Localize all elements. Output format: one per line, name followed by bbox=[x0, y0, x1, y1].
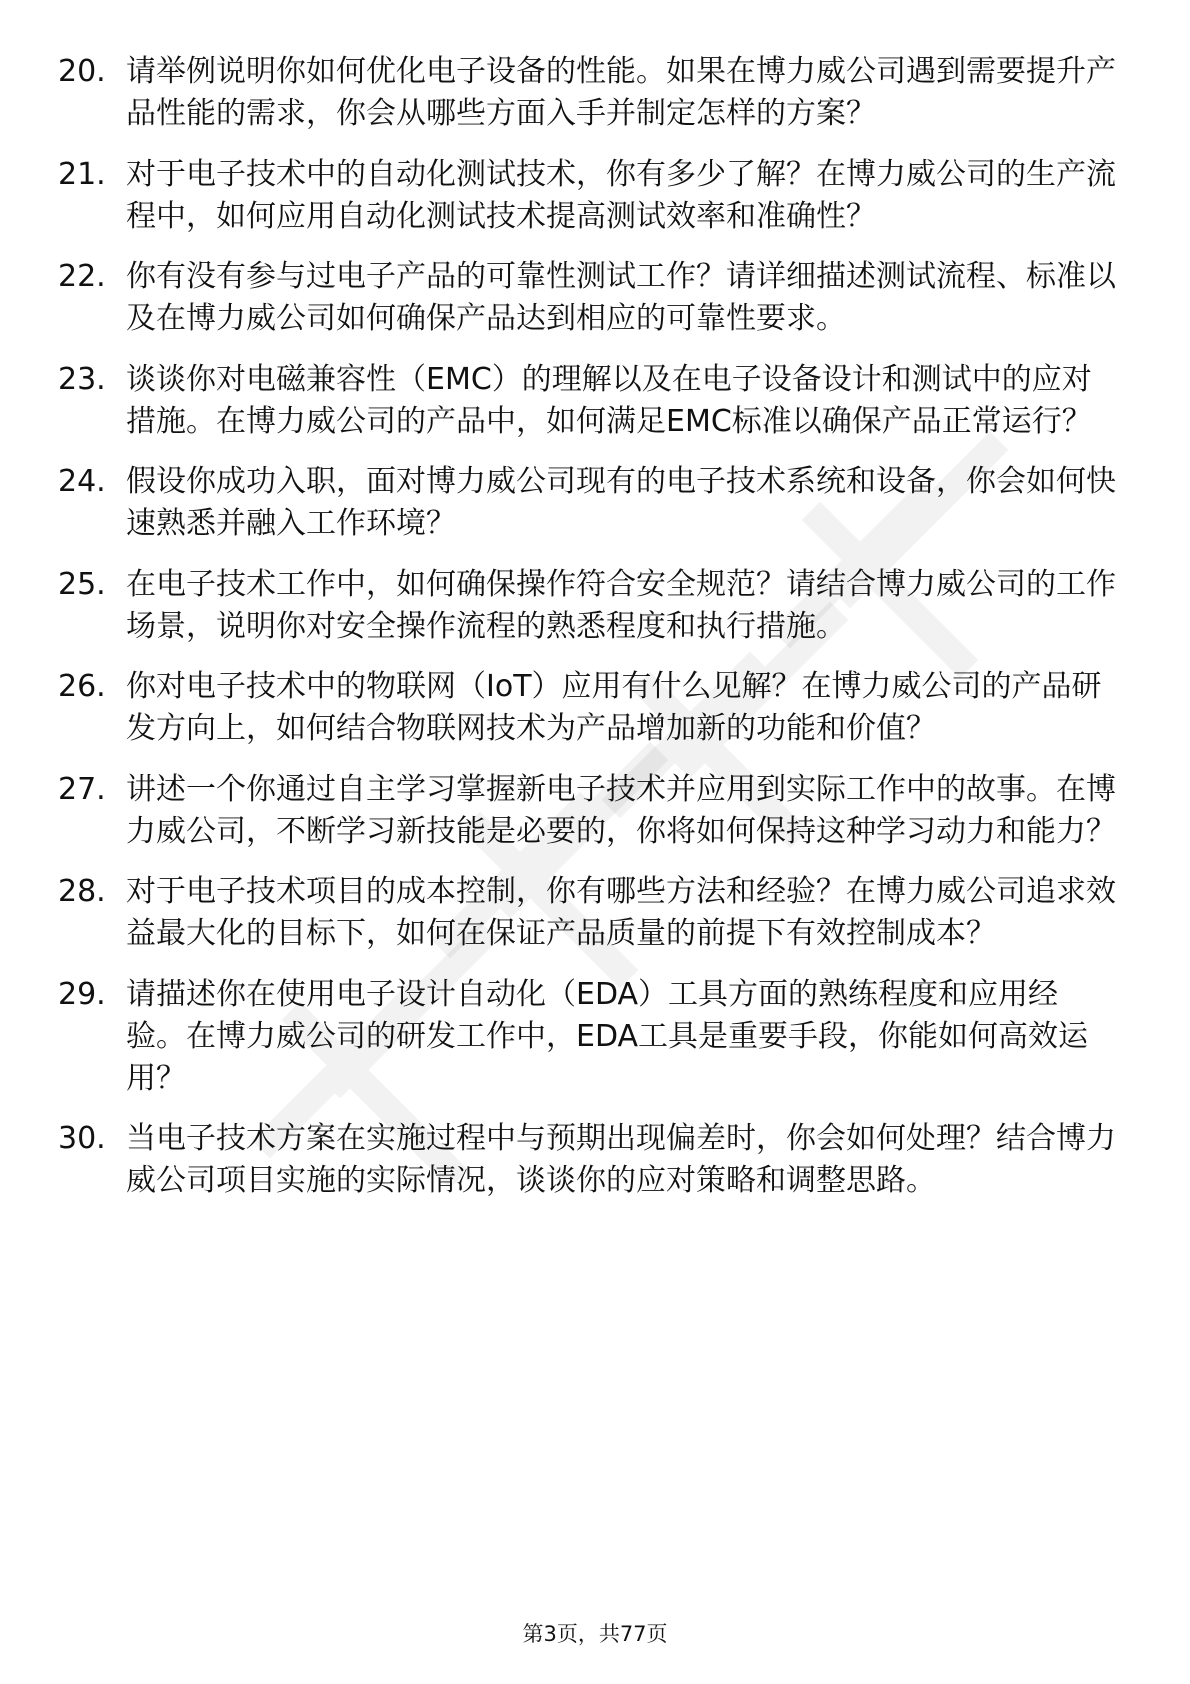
question-item bbox=[58, 154, 1118, 238]
question-text: 请举例说明你如何优化电子设备的性能。如果在博力威公司遇到需要提升产品性能的需求，你会从哪些方面入手并制定怎样的方案？ bbox=[126, 54, 1116, 131]
question-item bbox=[58, 769, 1118, 853]
question-list bbox=[58, 51, 1118, 1221]
question-text: 你对电子技术中的物联网（IoT）应用有什么见解？在博力威公司的产品研发方向上，如何结合物联网技术为产品增加新的功能和价值？ bbox=[126, 669, 1102, 746]
question-number: 20. bbox=[58, 54, 106, 89]
question-text: 假设你成功入职，面对博力威公司现有的电子技术系统和设备，你会如何快速熟悉并融入工作环境？ bbox=[126, 464, 1116, 541]
question-item bbox=[58, 461, 1118, 545]
question-number: 27. bbox=[58, 771, 106, 807]
question-number: 22. bbox=[58, 259, 106, 294]
question-number: 30. bbox=[58, 1121, 106, 1156]
question-item bbox=[58, 666, 1118, 750]
question-text: 你有没有参与过电子产品的可靠性测试工作？请详细描述测试流程、标准以及在博力威公司如何确保产品达到相应的可靠性要求。 bbox=[126, 259, 1116, 336]
question-text: 谈谈你对电磁兼容性（EMC）的理解以及在电子设备设计和测试中的应对措施。在博力威公司的产品中，如何满足EMC标准以确保产品正常运行？ bbox=[126, 361, 1092, 439]
question-item bbox=[58, 1118, 1118, 1202]
question-text: 请描述你在使用电子设计自动化（EDA）工具方面的熟练程度和应用经验。在博力威公司的研发工作中，EDA工具是重要手段，你能如何高效运用？ bbox=[126, 976, 1089, 1096]
question-number: 25. bbox=[58, 566, 106, 602]
question-number: 26. bbox=[58, 669, 106, 704]
question-item bbox=[58, 871, 1118, 955]
page-footer: 第3页，共77页 bbox=[522, 1622, 668, 1646]
question-number: 24. bbox=[58, 464, 106, 499]
question-item bbox=[58, 256, 1118, 340]
question-item bbox=[58, 359, 1118, 443]
question-text: 当电子技术方案在实施过程中与预期出现偏差时，你会如何处理？结合博力威公司项目实施的实际情况，谈谈你的应对策略和调整思路。 bbox=[126, 1121, 1116, 1198]
question-text: 对于电子技术中的自动化测试技术，你有多少了解？在博力威公司的生产流程中，如何应用自动化测试技术提高测试效率和准确性？ bbox=[126, 156, 1116, 234]
question-number: 23. bbox=[58, 361, 106, 397]
question-item bbox=[58, 974, 1118, 1100]
question-text: 在电子技术工作中，如何确保操作符合安全规范？请结合博力威公司的工作场景，说明你对安全操作流程的熟悉程度和执行措施。 bbox=[126, 566, 1116, 644]
question-item bbox=[58, 564, 1118, 648]
question-number: 29. bbox=[58, 976, 106, 1012]
question-number: 21. bbox=[58, 156, 106, 192]
question-text: 讲述一个你通过自主学习掌握新电子技术并应用到实际工作中的故事。在博力威公司，不断学习新技能是必要的，你将如何保持这种学习动力和能力？ bbox=[126, 771, 1116, 849]
question-number: 28. bbox=[58, 874, 106, 909]
question-item bbox=[58, 51, 1118, 135]
question-text: 对于电子技术项目的成本控制，你有哪些方法和经验？在博力威公司追求效益最大化的目标下，如何在保证产品质量的前提下有效控制成本？ bbox=[126, 874, 1116, 951]
